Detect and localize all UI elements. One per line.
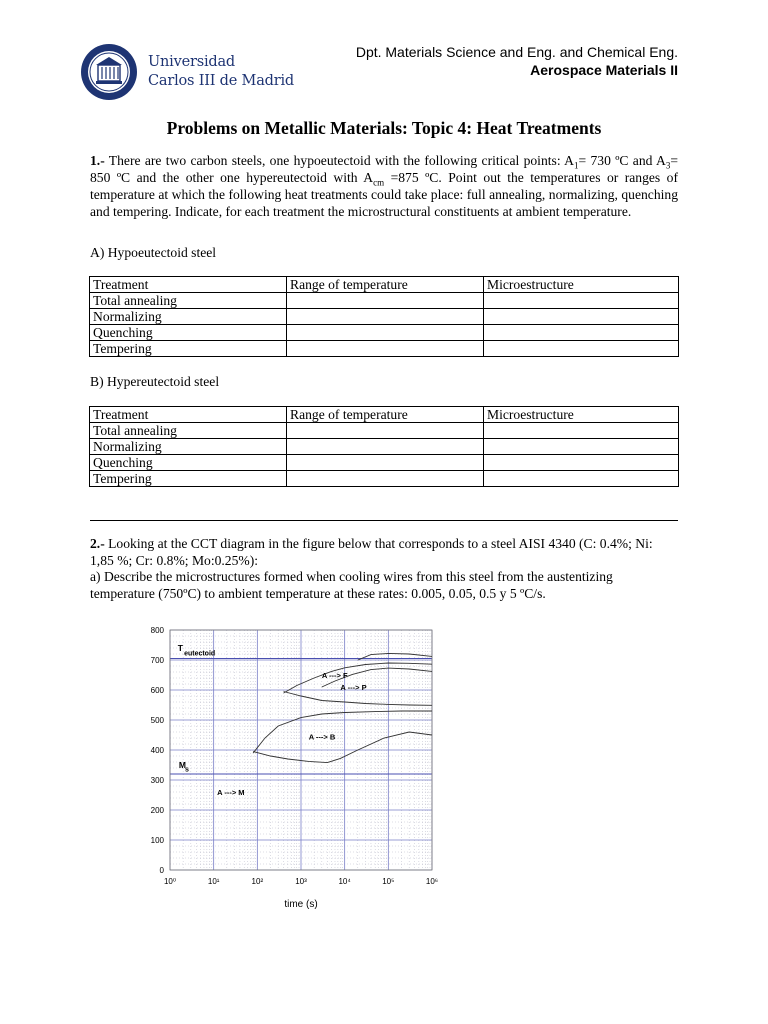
problem-1-statement [90, 152, 678, 220]
table-header-range: Range of temperature [287, 277, 484, 293]
table-cell-treatment: Total annealing [90, 423, 287, 439]
course-name: Aerospace Materials II [530, 62, 678, 78]
problem-2-number: 2.- [90, 536, 105, 551]
table-cell-empty[interactable] [484, 455, 679, 471]
problem-1-text-a: There are two carbon steels, one hypoeutectoid with the following critical points: A [104, 153, 574, 168]
table-cell-treatment: Total annealing [90, 293, 287, 309]
university-name-line1: Universidad [148, 54, 235, 70]
table-row [90, 471, 679, 487]
table-cell-empty[interactable] [484, 471, 679, 487]
x-tick-label: 10⁵ [382, 877, 395, 886]
annotation-t-eutectoid: T [177, 643, 183, 653]
page-title: Problems on Metallic Materials: Topic 4: Heat Treatments [166, 118, 602, 138]
table-row [90, 293, 679, 309]
problem-2-text-1: Looking at the CCT diagram in the figure below that corresponds to a steel AISI 4340 (C: 0.4%; Ni: 1,85 %; Cr: 0.8%; Mo:0.25%): [90, 536, 653, 568]
annotation-a-to-b: A ---> B [308, 732, 336, 742]
table-cell-empty[interactable] [287, 455, 484, 471]
table-header-treatment: Treatment [90, 407, 287, 423]
annotation-a-to-p: A ---> P [340, 683, 367, 692]
table-cell-empty[interactable] [484, 325, 679, 341]
table-cell-treatment: Normalizing [90, 439, 287, 455]
subscript-a3: 3 [665, 160, 671, 171]
table-cell-empty[interactable] [484, 439, 679, 455]
y-tick-label: 0 [159, 866, 164, 875]
cct-diagram [120, 620, 450, 920]
problem-2-question-a: a) Describe the microstructures formed when cooling wires from this steel from the austentizing temperature (750ºC) to ambient temperature at these rates: 0.005, 0.05, 0.5 y 5 ºC/s. [90, 569, 613, 601]
table-cell-empty[interactable] [287, 309, 484, 325]
annotation-a-to-m: A ---> M [217, 788, 245, 797]
table-hypereutectoid [89, 406, 679, 487]
table-cell-treatment: Quenching [90, 455, 287, 471]
subscript-a1: 1 [574, 160, 579, 171]
x-tick-label: 10² [251, 877, 264, 886]
table-header-microstructure: Microestructure [484, 277, 679, 293]
table-row [90, 439, 679, 455]
table-row [90, 309, 679, 325]
annotation-ms-sub: s [184, 766, 189, 774]
y-tick-label: 700 [150, 656, 164, 665]
table-header-microstructure: Microestructure [484, 407, 679, 423]
y-tick-label: 100 [150, 836, 164, 845]
section-divider [90, 520, 678, 521]
table-cell-treatment: Quenching [90, 325, 287, 341]
problem-1-text-c: = 850 ºC and the other one hypereutectoid with A [90, 153, 678, 185]
table-cell-empty[interactable] [484, 309, 679, 325]
x-tick-label: 10⁴ [338, 877, 351, 886]
y-tick-label: 300 [150, 776, 164, 785]
problem-2-statement [90, 535, 678, 569]
problem-1-text-b: = 730 ºC and A [578, 153, 666, 168]
y-tick-label: 500 [150, 716, 164, 725]
table-row [90, 325, 679, 341]
table-header-row [90, 277, 679, 293]
table-row [90, 423, 679, 439]
y-tick-label: 200 [150, 806, 164, 815]
department-name: Dpt. Materials Science and Eng. and Chemical Eng. [355, 44, 678, 60]
table-row [90, 341, 679, 357]
annotation-a-to-f: A ---> F [321, 671, 348, 680]
table-cell-empty[interactable] [484, 341, 679, 357]
university-name-line2: Carlos III de Madrid [148, 73, 294, 89]
table-cell-empty[interactable] [287, 325, 484, 341]
subscript-acm: cm [373, 177, 385, 188]
table-row [90, 455, 679, 471]
cct-curve [358, 653, 432, 660]
part-a-label: A) Hypoeutectoid steel [90, 245, 217, 260]
table-header-row [90, 407, 679, 423]
problem-1-text-d: =875 ºC. Point out the temperatures or ranges of temperature at which the following heat treatments could take place: full annealing, normalizing, quenching and tempering. Indicate, for each treatment the microstructural constituents at ambient temperature. [90, 170, 678, 219]
table-cell-treatment: Normalizing [90, 309, 287, 325]
university-seal-logo [80, 43, 138, 101]
table-cell-empty[interactable] [484, 293, 679, 309]
table-header-treatment: Treatment [90, 277, 287, 293]
table-cell-empty[interactable] [287, 423, 484, 439]
university-name [148, 53, 294, 91]
table-cell-empty[interactable] [484, 423, 679, 439]
y-tick-label: 600 [150, 686, 164, 695]
x-tick-label: 10³ [295, 877, 307, 886]
table-cell-empty[interactable] [287, 341, 484, 357]
y-tick-label: 800 [150, 626, 164, 635]
table-cell-treatment: Tempering [90, 341, 287, 357]
x-tick-label: 10⁰ [163, 877, 177, 886]
x-axis-label: time (s) [284, 899, 318, 910]
annotation-ms: M [178, 760, 187, 770]
table-cell-empty[interactable] [287, 439, 484, 455]
part-b-label: B) Hypereutectoid steel [90, 374, 220, 389]
table-header-range: Range of temperature [287, 407, 484, 423]
x-tick-label: 10¹ [207, 877, 220, 886]
table-cell-empty[interactable] [287, 293, 484, 309]
annotation-t-eutectoid-sub: eutectoid [184, 650, 216, 658]
problem-1-number: 1.- [90, 153, 105, 168]
table-cell-treatment: Tempering [90, 471, 287, 487]
department-block [356, 43, 678, 79]
y-tick-label: 400 [150, 746, 164, 755]
x-tick-label: 10⁶ [425, 877, 439, 886]
table-hypoeutectoid [89, 276, 679, 357]
table-cell-empty[interactable] [287, 471, 484, 487]
